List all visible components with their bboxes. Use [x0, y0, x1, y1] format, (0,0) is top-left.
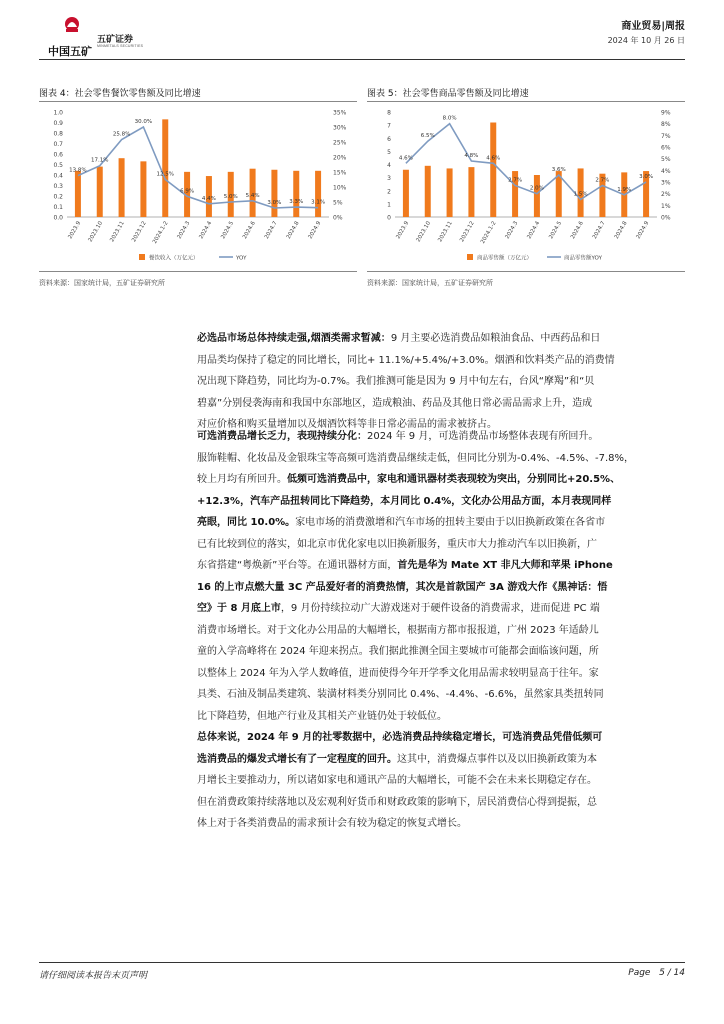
x-tick-label: 2024.4 — [526, 220, 542, 241]
y-left-tick-label: 0.4 — [53, 172, 63, 180]
text-line — [197, 371, 685, 393]
text: 童的入学高峰将在 2024 年迎来拐点。我们据此推测全国主要城市可能都会面临该问题，所 — [197, 646, 599, 657]
footer-page-label: Page — [628, 968, 651, 978]
chart-data-label: 5.0% — [223, 194, 238, 200]
text-line — [197, 770, 685, 792]
text-bold: 选消费品的爆发式增长有了一定程度的回升。 — [197, 753, 397, 765]
y-left-tick-label: 0.8 — [53, 130, 63, 138]
x-tick-label: 2023.9 — [395, 220, 411, 241]
chart-bar — [75, 171, 81, 217]
text-line — [197, 491, 685, 513]
text-bold: 空》于 8 月底上市 — [197, 603, 281, 614]
chart-data-label: 4.6% — [398, 155, 413, 162]
x-tick-label: 2024.1-2 — [152, 220, 170, 245]
chart-data-label: 3.0% — [639, 174, 654, 180]
text-bold: 亮眼，同比 10.0%。 — [197, 517, 296, 528]
x-tick-label: 2023.11 — [437, 220, 454, 244]
chart-data-label: 3.1% — [311, 199, 326, 206]
chart-data-label: 1.9% — [617, 186, 632, 193]
text: 2024 年 9 月，可选消费品市场整体表现有所回升。 — [367, 431, 599, 442]
y-right-tick-label: 5% — [333, 199, 343, 207]
text-line — [197, 448, 685, 470]
text-bold: 首先是华为 Mate XT 非凡大师和苹果 iPhone — [397, 560, 613, 571]
x-tick-label: 2023.10 — [87, 220, 105, 244]
y-right-tick-label: 30% — [333, 124, 347, 132]
footer-page — [628, 968, 685, 978]
text: 较上月均有所回升。 — [197, 474, 287, 485]
y-right-tick-label: 4% — [661, 167, 671, 175]
text: 9 月主要必选消费品如粮油食品、中西药品和日 — [390, 333, 601, 344]
text: 体上对于各类消费品的需求预计会有较为稳定的恢复式增长。 — [197, 818, 467, 829]
y-left-tick-label: 7 — [387, 122, 391, 130]
chart-bar — [293, 171, 299, 217]
text-line — [197, 706, 685, 728]
figure-5-title: 图表 5：社会零售商品零售额及同比增速 — [367, 89, 529, 99]
y-left-tick-label: 0.0 — [53, 214, 63, 222]
y-right-tick-label: 2% — [661, 191, 671, 199]
text-line — [197, 555, 685, 577]
x-tick-label: 2024.3 — [504, 220, 520, 241]
x-tick-label: 2023.11 — [109, 220, 126, 244]
chart-catering-retail — [39, 104, 357, 268]
logo-securities-name: 五矿证券 — [97, 35, 134, 45]
figure-5-bottom-rule — [367, 271, 685, 272]
text: 对应价格和购买量增加以及烟酒饮料等非日常必需品的需求被挤占。 — [197, 419, 497, 430]
text-line — [197, 641, 685, 663]
y-left-tick-label: 0.3 — [53, 183, 63, 190]
y-right-tick-label: 35% — [333, 109, 347, 117]
x-tick-label: 2024.1-2 — [480, 220, 498, 245]
chart-data-label: 25.8% — [112, 131, 131, 138]
x-tick-label: 2024.6 — [242, 220, 257, 241]
x-tick-label: 2023.12 — [131, 220, 148, 244]
x-tick-label: 2024.8 — [285, 220, 301, 241]
x-tick-label: 2024.6 — [570, 220, 585, 241]
chart-data-label: 3.3% — [289, 199, 304, 206]
figure-4-title-rule — [39, 101, 357, 102]
y-right-tick-label: 6% — [661, 144, 671, 152]
y-left-tick-label: 2 — [387, 188, 391, 196]
chart-bar — [97, 167, 103, 217]
text: 具类、石油及制品类建筑、装潢材料类分别同比 0.4%、-4.4%、-6.6%，虽然家具类扭转同 — [197, 689, 604, 700]
text-line — [197, 393, 685, 415]
logo-company-name: 中国五矿 — [48, 45, 92, 58]
y-right-tick-label: 15% — [333, 169, 347, 177]
chart-data-label: 3.0% — [267, 200, 282, 206]
text-line — [197, 426, 685, 448]
text-line — [197, 749, 685, 771]
figure-4-source: 资料来源：国家统计局，五矿证券研究所 — [39, 279, 165, 287]
y-left-tick-label: 0.9 — [53, 120, 63, 127]
logo-emblem-icon — [65, 17, 79, 32]
y-right-tick-label: 20% — [333, 154, 347, 162]
chart-bar — [315, 171, 321, 217]
legend-bar-label: 餐饮收入（万亿元） — [149, 255, 199, 262]
text-bold: 总体来说，2024 年 9 月的社零数据中，必选消费品持续稳定增长，可选消费品凭借低频可 — [197, 732, 603, 743]
chart-data-label: 6.9% — [180, 188, 195, 195]
y-left-tick-label: 0 — [387, 214, 391, 222]
text-line — [197, 813, 685, 835]
y-right-tick-label: 3% — [661, 179, 671, 187]
chart-data-label: 8.0% — [442, 115, 457, 122]
paragraph-essentials — [197, 328, 685, 436]
y-right-tick-label: 9% — [661, 109, 671, 117]
y-right-tick-label: 0% — [333, 214, 343, 222]
text: 但在消费政策持续落地以及宏观利好货币和财政政策的影响下，居民消费信心得到提振，总 — [197, 796, 597, 808]
text: 月增长主要推动力，所以诸如家电和通讯产品的大幅增长，可能不会在未来长期稳定存在。 — [197, 775, 597, 786]
chart-data-label: 4.4% — [201, 195, 216, 202]
text-bold: 16 的上市点燃大量 3C 产品爱好者的消费热情，其次是首款国产 3A 游戏大作《黑神话：悟 — [197, 581, 608, 593]
chart-yoy-line — [78, 127, 318, 208]
text-line — [197, 469, 685, 491]
legend-bar-swatch — [467, 254, 473, 260]
footer-page-number: 5 / 14 — [659, 968, 685, 978]
footer-disclaimer: 请仔细阅读本报告末页声明 — [39, 971, 148, 981]
chart-bar — [490, 123, 496, 218]
paragraph-optional — [197, 426, 685, 727]
chart-goods-retail — [367, 104, 685, 268]
chart-data-label: 17.1% — [91, 157, 109, 164]
y-left-tick-label: 1 — [387, 201, 391, 209]
chart-data-label: 5.4% — [245, 192, 260, 199]
text: 服饰鞋帽、化妆品及金银珠宝等高频可选消费品继续走低，但同比分别为-0.4%、-4.5%、-7.8%， — [197, 452, 635, 464]
y-right-tick-label: 7% — [661, 132, 671, 140]
legend-bar-swatch — [139, 254, 145, 260]
chart-data-label: 3.6% — [551, 167, 566, 173]
paragraph-summary — [197, 727, 685, 835]
y-right-tick-label: 1% — [661, 202, 671, 210]
text-line — [197, 684, 685, 706]
y-left-tick-label: 0.6 — [53, 151, 63, 159]
y-left-tick-label: 5 — [387, 148, 391, 156]
logo-securities-en: MINMETALS SECURITIES — [97, 44, 144, 48]
footer-divider — [39, 962, 685, 963]
y-right-tick-label: 5% — [661, 156, 671, 164]
text-line — [197, 350, 685, 372]
legend-line-label: YOY — [236, 255, 247, 262]
chart-data-label: 4.6% — [486, 155, 501, 162]
text-bold: 必选品市场总体持续走强,烟酒类需求暂减： — [197, 333, 391, 344]
text: 消费市场增长。对于文化办公用品的大幅增长，根据南方都市报报道，广州 2023 年适龄儿 — [197, 624, 599, 636]
chart-data-label: 13.8% — [69, 167, 87, 174]
y-right-tick-label: 25% — [333, 139, 347, 147]
text-bold: 低频可选消费品中，家电和通讯器材类表现较为突出，分别同比+20.5%、 — [287, 474, 621, 485]
text-line — [197, 328, 685, 350]
x-tick-label: 2023.10 — [415, 220, 433, 244]
legend-bar-label: 商品零售额（万亿元） — [477, 255, 533, 262]
figure-5-source: 资料来源：国家统计局，五矿证券研究所 — [367, 279, 493, 287]
x-tick-label: 2024.4 — [198, 220, 214, 241]
figure-4-bottom-rule — [39, 271, 357, 272]
x-tick-label: 2024.9 — [307, 220, 323, 241]
y-left-tick-label: 3 — [387, 175, 391, 183]
text: 以整体上 2024 年为入学人数峰值，进而使得今年开学季文化用品需求较明显高于往年。家 — [197, 667, 599, 679]
y-left-tick-label: 0.7 — [53, 141, 63, 148]
text: 家电市场的消费激增和汽车市场的扭转主要由于以旧换新政策在各省市 — [295, 517, 606, 528]
text: 况出现下降趋势，同比均为-0.7%。我们推测可能是因为 9 月中旬左右，台风“摩羯”和“贝 — [197, 376, 595, 387]
chart-bar — [140, 161, 146, 217]
chart-data-label: 30.0% — [134, 119, 153, 125]
text-line — [197, 534, 685, 556]
x-tick-label: 2024.5 — [548, 220, 564, 241]
report-type: 商业贸易|周报 — [621, 21, 685, 32]
y-right-tick-label: 8% — [661, 121, 671, 129]
text-line — [197, 727, 685, 749]
x-tick-label: 2024.7 — [263, 220, 279, 241]
chart-data-label: 12.5% — [156, 171, 174, 178]
y-left-tick-label: 4 — [387, 162, 391, 169]
x-tick-label: 2024.9 — [635, 220, 651, 241]
text: ，9 月份持续拉动广大游戏迷对于硬件设备的消费需求，进而促进 PC 端 — [280, 603, 600, 614]
x-tick-label: 2023.12 — [459, 220, 476, 244]
chart-bar — [468, 167, 474, 217]
chart-data-label: 1.5% — [573, 191, 588, 198]
text-line — [197, 598, 685, 620]
chart-bar — [119, 158, 125, 217]
text-bold: +12.3%，汽车产品扭转同比下降趋势，本月同比 0.4%，文化办公用品方面，本月表现同样 — [197, 495, 612, 507]
chart-data-label: 2.0% — [529, 185, 544, 192]
figure-5-title-rule — [367, 101, 685, 102]
chart-data-label: 4.8% — [464, 153, 479, 159]
chart-data-label: 2.7% — [595, 177, 610, 184]
text-line — [197, 577, 685, 599]
text: 东省搭建“粤焕新”平台等。在通讯器材方面， — [197, 560, 398, 571]
legend-line-label: 商品零售额YOY — [564, 255, 602, 262]
y-left-tick-label: 6 — [387, 135, 391, 143]
text: 这其中，消费爆点事件以及以旧换新政策为本 — [397, 753, 597, 765]
chart-data-label: 6.5% — [420, 133, 435, 140]
chart-bar — [425, 166, 431, 217]
y-left-tick-label: 1.0 — [53, 109, 63, 117]
y-right-tick-label: 10% — [333, 184, 347, 192]
header-divider — [39, 59, 685, 60]
chart-data-label: 2.7% — [508, 177, 523, 184]
y-right-tick-label: 0% — [661, 214, 671, 222]
x-tick-label: 2023.9 — [67, 220, 83, 241]
chart-yoy-line — [406, 124, 646, 200]
y-left-tick-label: 0.2 — [53, 193, 63, 201]
text-line — [197, 663, 685, 685]
text: 碧嘉”分别侵袭海南和我国中东部地区，造成粮油、药品及其他日常必需品需求上升，造成 — [197, 397, 593, 409]
figure-4-title: 图表 4：社会零售餐饮零售额及同比增速 — [39, 89, 201, 99]
report-date: 2024 年 10 月 26 日 — [607, 36, 685, 45]
text: 用品类均保持了稳定的同比增长，同比+ 11.1%/+5.4%/+3.0%。烟酒和饮料类产品的消费情 — [197, 354, 615, 366]
x-tick-label: 2024.3 — [176, 220, 192, 241]
text-line — [197, 620, 685, 642]
y-left-tick-label: 0.5 — [53, 162, 63, 169]
text-line — [197, 512, 685, 534]
text: 已有比较到位的落实，如北京市优化家电以旧换新服务，重庆市大力推动汽车以旧换新，广 — [197, 538, 597, 550]
chart-bar — [534, 175, 540, 217]
chart-bar — [447, 168, 453, 217]
chart-bar — [162, 119, 168, 217]
chart-bar — [271, 170, 277, 217]
x-tick-label: 2024.8 — [613, 220, 629, 241]
y-left-tick-label: 0.1 — [53, 204, 63, 211]
text-line — [197, 792, 685, 814]
x-tick-label: 2024.5 — [220, 220, 236, 241]
chart-bar — [403, 170, 409, 217]
x-tick-label: 2024.7 — [591, 220, 607, 241]
y-left-tick-label: 8 — [387, 109, 391, 117]
text-bold: 可选消费品增长乏力，表现持续分化： — [197, 431, 367, 442]
text: 比下降趋势，但地产行业及其相关产业链仍处于较低位。 — [197, 710, 447, 722]
